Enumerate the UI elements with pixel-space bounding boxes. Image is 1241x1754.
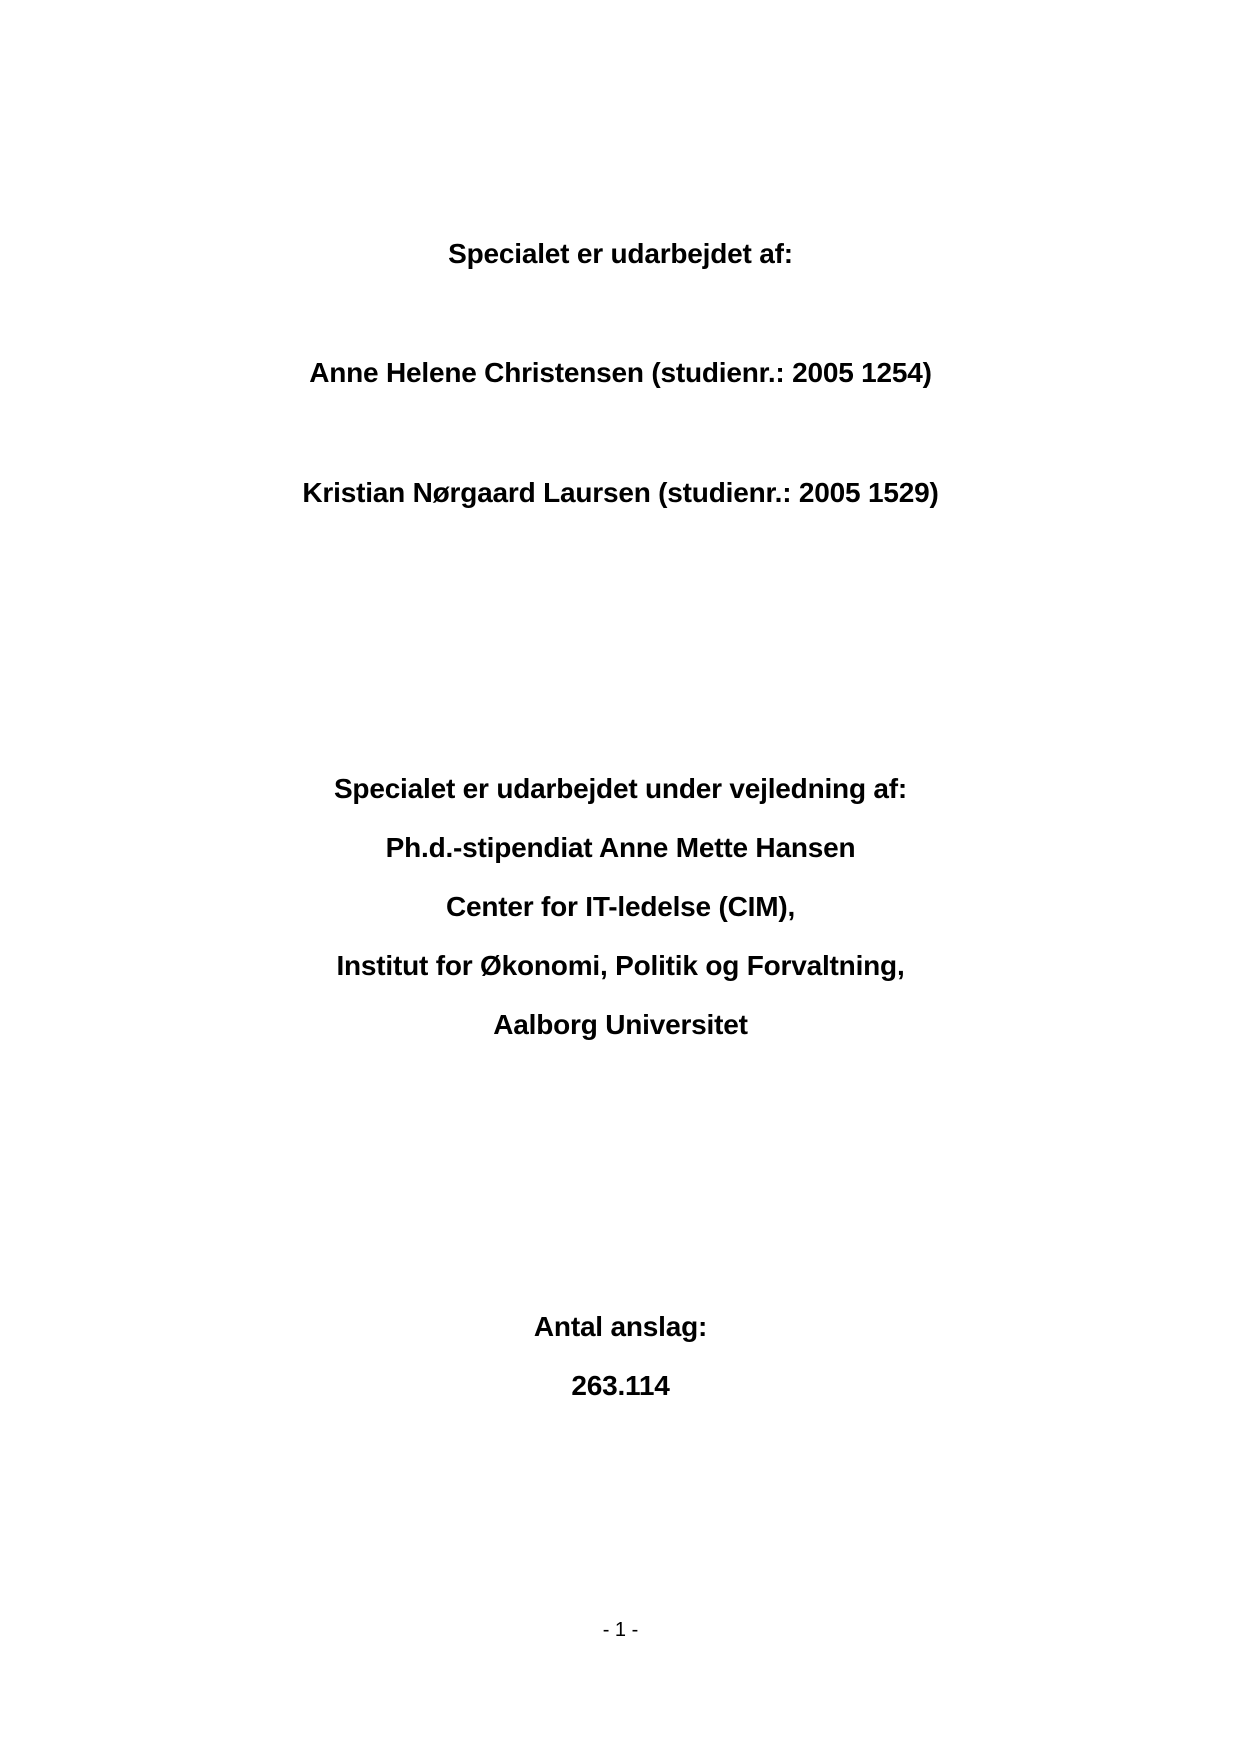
authors-heading: Specialet er udarbejdet af:: [448, 238, 793, 269]
supervisor-name: Ph.d.-stipendiat Anne Mette Hansen: [385, 832, 856, 863]
author-1: Anne Helene Christensen (studienr.: 2005 1254): [309, 357, 932, 388]
supervision-heading: Specialet er udarbejdet under vejledning af:: [333, 773, 908, 804]
supervisor-center: Center for IT-ledelse (CIM),: [445, 891, 796, 922]
supervisor-university: Aalborg Universitet: [493, 1009, 748, 1040]
author-2: Kristian Nørgaard Laursen (studienr.: 2005 1529): [302, 477, 939, 508]
page-number: - 1 -: [602, 1619, 639, 1641]
character-count-value: 263.114: [571, 1370, 670, 1401]
supervisor-institute: Institut for Økonomi, Politik og Forvaltning,: [336, 950, 905, 981]
character-count-label: Antal anslag:: [533, 1311, 708, 1342]
